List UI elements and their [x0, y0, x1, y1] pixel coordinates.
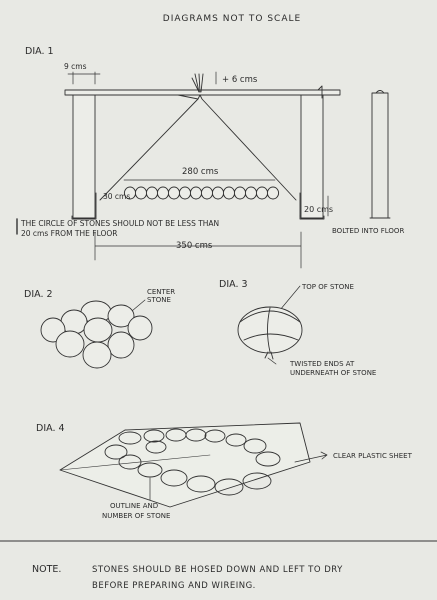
dia4-label: DIA. 4: [36, 423, 65, 434]
dia1-stone-lift-label: 30 cms: [103, 192, 131, 201]
dia1-stone: [223, 187, 234, 199]
dia1-stone: [201, 187, 212, 199]
diagram-title: DIAGRAMS NOT TO SCALE: [162, 14, 302, 24]
dia1-post-width-label: 9 cms: [64, 62, 87, 71]
dia3-wrapped-stone: [238, 307, 302, 359]
dia4-outline-label-1: OUTLINE AND: [110, 502, 159, 510]
dia1-stone-row: [124, 187, 278, 199]
dia1-stone: [267, 187, 278, 199]
dia3-top-leader: [280, 286, 300, 310]
dia1-label: DIA. 1: [25, 46, 54, 57]
dia2-center-label-1: CENTER: [147, 288, 176, 296]
dia3-label: DIA. 3: [219, 279, 248, 290]
dia1-stone: [234, 187, 245, 199]
dia1-base-label: 20 cms: [304, 205, 334, 214]
dia1-stone: [157, 187, 168, 199]
dia1-stone: [190, 187, 201, 199]
dia2-label: DIA. 2: [24, 289, 53, 300]
dia4-plastic-sheet: [60, 423, 310, 507]
dia1-stone: [212, 187, 223, 199]
dia1-bolted-label: BOLTED INTO FLOOR: [332, 227, 405, 235]
footer-line1: STONES SHOULD BE HOSED DOWN AND LEFT TO DRY: [92, 565, 343, 575]
dia3-ends-label-2: UNDERNEATH OF STONE: [290, 369, 377, 377]
dia3-top-label: TOP OF STONE: [302, 283, 354, 291]
dia1-stone: [256, 187, 267, 199]
dia4-sheet-label: CLEAR PLASTIC SHEET: [333, 452, 412, 460]
dia3-ends-leader: [268, 358, 276, 364]
dia1-overall-label: 350 cms: [176, 241, 213, 251]
dia3-ends-label-1: TWISTED ENDS AT: [290, 360, 355, 368]
dia1-span-label: 280 cms: [182, 167, 219, 177]
dia1-note-line2: 20 cms FROM THE FLOOR: [21, 229, 118, 238]
footer-line2: BEFORE PREPARING AND WIREING.: [92, 581, 256, 591]
dia1-stone: [146, 187, 157, 199]
dia1-stone: [135, 187, 146, 199]
dia4-outline-label-2: NUMBER OF STONE: [102, 512, 171, 520]
dia1-hanger-label: + 6 cms: [222, 75, 258, 85]
dia1-stone: [179, 187, 190, 199]
dia1-note-line1: THE CIRCLE OF STONES SHOULD NOT BE LESS THAN: [21, 219, 220, 228]
dia1-stone: [245, 187, 256, 199]
footer-prefix: NOTE.: [32, 564, 62, 575]
dia2-center-label-2: STONE: [147, 296, 171, 304]
dia1-post-width-dimension: [68, 72, 100, 84]
dia1-side-view-post: [370, 91, 390, 219]
dia2-stone-cluster: [41, 301, 152, 368]
dia1-stone: [168, 187, 179, 199]
